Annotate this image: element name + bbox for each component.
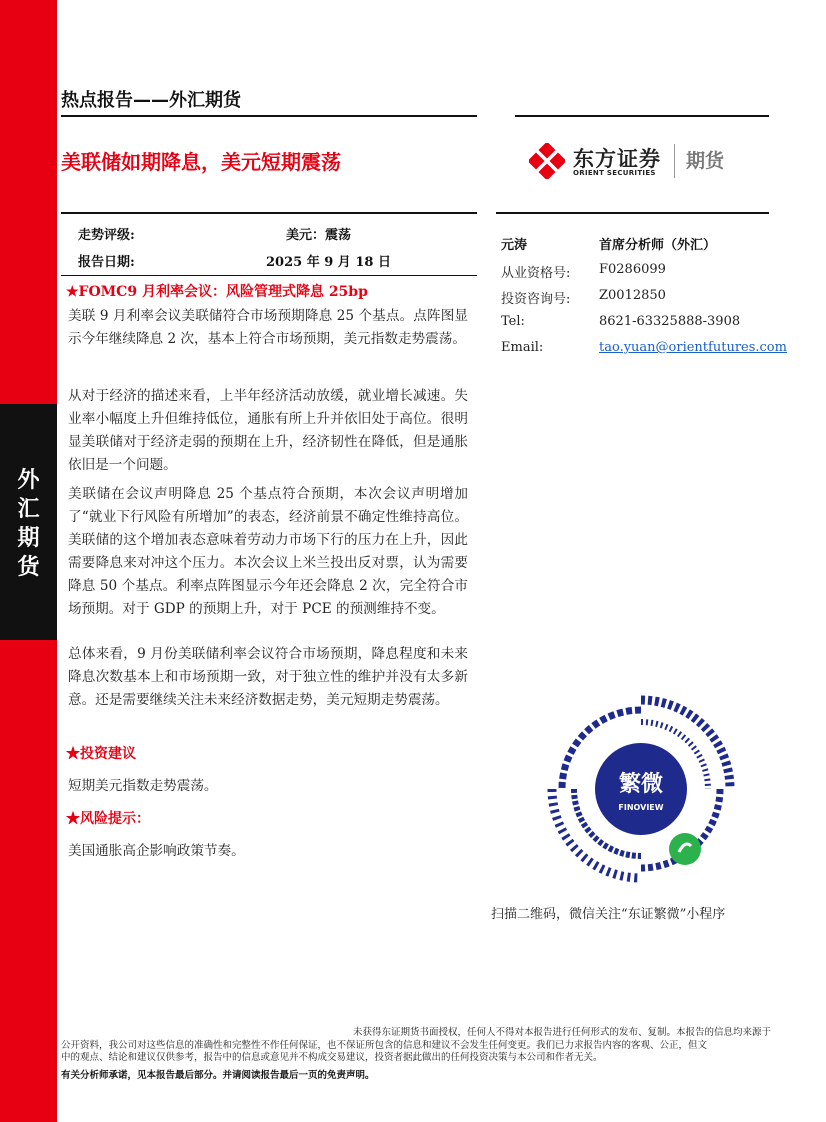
paragraph: 短期美元指数走势震荡。 — [68, 778, 218, 794]
paragraph: 美国通胀高企影响政策节奏。 — [68, 843, 245, 859]
section-body-fomc — [68, 385, 468, 477]
header-rule-right — [515, 115, 769, 117]
analyst-rule-top — [496, 212, 769, 214]
section-body-fomc — [68, 643, 468, 712]
date-value: 2025 年 9 月 18 日 — [266, 255, 391, 270]
analyst-row-value: 8621-63325888-3908 — [599, 314, 741, 329]
paragraph: 总体来看，9 月份美联储利率会议符合市场预期，降息程度和未来降息次数基本上和市场预期一致，对于独立性的维护并没有太多新意。还是需要继续关注未来经济数据走势，美元短期走势震荡。 — [68, 646, 468, 708]
analyst-row-label: Email: — [501, 340, 544, 355]
report-category: 热点报告——外汇期货 — [61, 90, 241, 111]
analyst-name: 元涛 — [501, 238, 528, 253]
analyst-row-label: 从业资格号: — [501, 266, 571, 281]
section-body-fomc — [68, 483, 468, 621]
rating-label: 走势评级: — [78, 228, 135, 243]
meta-rule-top — [61, 212, 477, 214]
qr-code-image[interactable] — [529, 694, 753, 884]
disclaimer-line: 公开资料，我公司对这些信息的准确性和完整性不作任何保证，也不保证所包含的信息和建议不会发生任何变更。我们已力求报告内容的客观、公正，但文 — [61, 1039, 708, 1051]
section-body-fomc — [68, 305, 468, 351]
analyst-row-label: 投资咨询号: — [501, 292, 571, 307]
qr-caption: 扫描二维码，微信关注“东证繁微”小程序 — [491, 907, 726, 922]
company-logo — [529, 142, 769, 180]
analyst-role: 首席分析师（外汇） — [599, 238, 717, 253]
sidebar-char: 汇 — [17, 497, 40, 522]
report-title: 美联储如期降息，美元短期震荡 — [61, 150, 341, 174]
analyst-row-value: Z0012850 — [599, 288, 666, 303]
section-heading-fomc: ★FOMC9 月利率会议：风险管理式降息 25bp — [66, 284, 368, 300]
paragraph: 从对于经济的描述来看，上半年经济活动放缓，就业增长减速。失业率小幅度上升但维持低位，通胀有所上升并依旧处于高位。很明显美联储对于经济走弱的预期在上升，经济韧性在降低，但是通胀依旧是一个问题。 — [68, 388, 468, 473]
sidebar-char: 外 — [17, 468, 40, 493]
section-body-risk — [68, 840, 468, 863]
sidebar-char: 货 — [17, 555, 40, 580]
analyst-row-label: Tel: — [501, 314, 525, 329]
section-heading-advice: ★投资建议 — [66, 746, 136, 762]
header-rule-left — [61, 115, 477, 117]
sidebar-category-label — [0, 466, 57, 582]
analyst-email-link[interactable]: tao.yuan@orientfutures.com — [599, 340, 787, 355]
logo-name-cn: 东方证券 — [573, 147, 661, 171]
disclaimer-text — [61, 1027, 771, 1065]
qr-center-text: 繁微 — [618, 772, 664, 797]
paragraph: 美联储在会议声明降息 25 个基点符合预期，本次会议声明增加了“就业下行风险有所增加”的表态，经济前景不确定性维持高位。美联储的这个增加表态意味着劳动力市场下行的压力在上升，因此需要降息来对冲这个压力。本次会议上米兰投出反对票，认为需要降息 50 个基点。利率点阵图显示今年还会降息 2 次，完全符合市场预期。对于 GDP 的预期上升，对于 PCE 的预测维持不变。 — [68, 486, 468, 617]
disclaimer-bold-note: 有关分析师承诺，见本报告最后部分。并请阅读报告最后一页的免责声明。 — [61, 1070, 375, 1081]
qr-brand-text: FINOVIEW — [618, 803, 664, 812]
logo-suffix: 期货 — [686, 150, 725, 172]
logo-divider — [674, 144, 675, 178]
sidebar-char: 期 — [17, 526, 40, 551]
meta-rule-bottom — [61, 275, 477, 276]
disclaimer-line: 未获得东证期货书面授权，任何人不得对本报告进行任何形式的发布、复制。本报告的信息均来源于 — [352, 1027, 771, 1038]
mini-program-icon — [669, 833, 701, 865]
disclaimer-line: 中的观点、结论和建议仅供参考，报告中的信息或意见并不构成交易建议，投资者据此做出的任何投资决策与本公司和作者无关。 — [61, 1052, 603, 1063]
paragraph: 美联 9 月利率会议美联储符合市场预期降息 25 个基点。点阵图显示今年继续降息 2 次，基本上符合市场预期，美元指数走势震荡。 — [68, 308, 468, 347]
date-label: 报告日期: — [78, 255, 135, 270]
rating-value: 美元：震荡 — [286, 228, 352, 243]
logo-name-en: ORIENT SECURITIES — [573, 169, 656, 177]
section-heading-risk: ★风险提示： — [66, 811, 150, 827]
analyst-row-value: F0286099 — [599, 262, 666, 277]
orient-logo-icon — [529, 143, 565, 179]
section-body-advice — [68, 775, 468, 798]
